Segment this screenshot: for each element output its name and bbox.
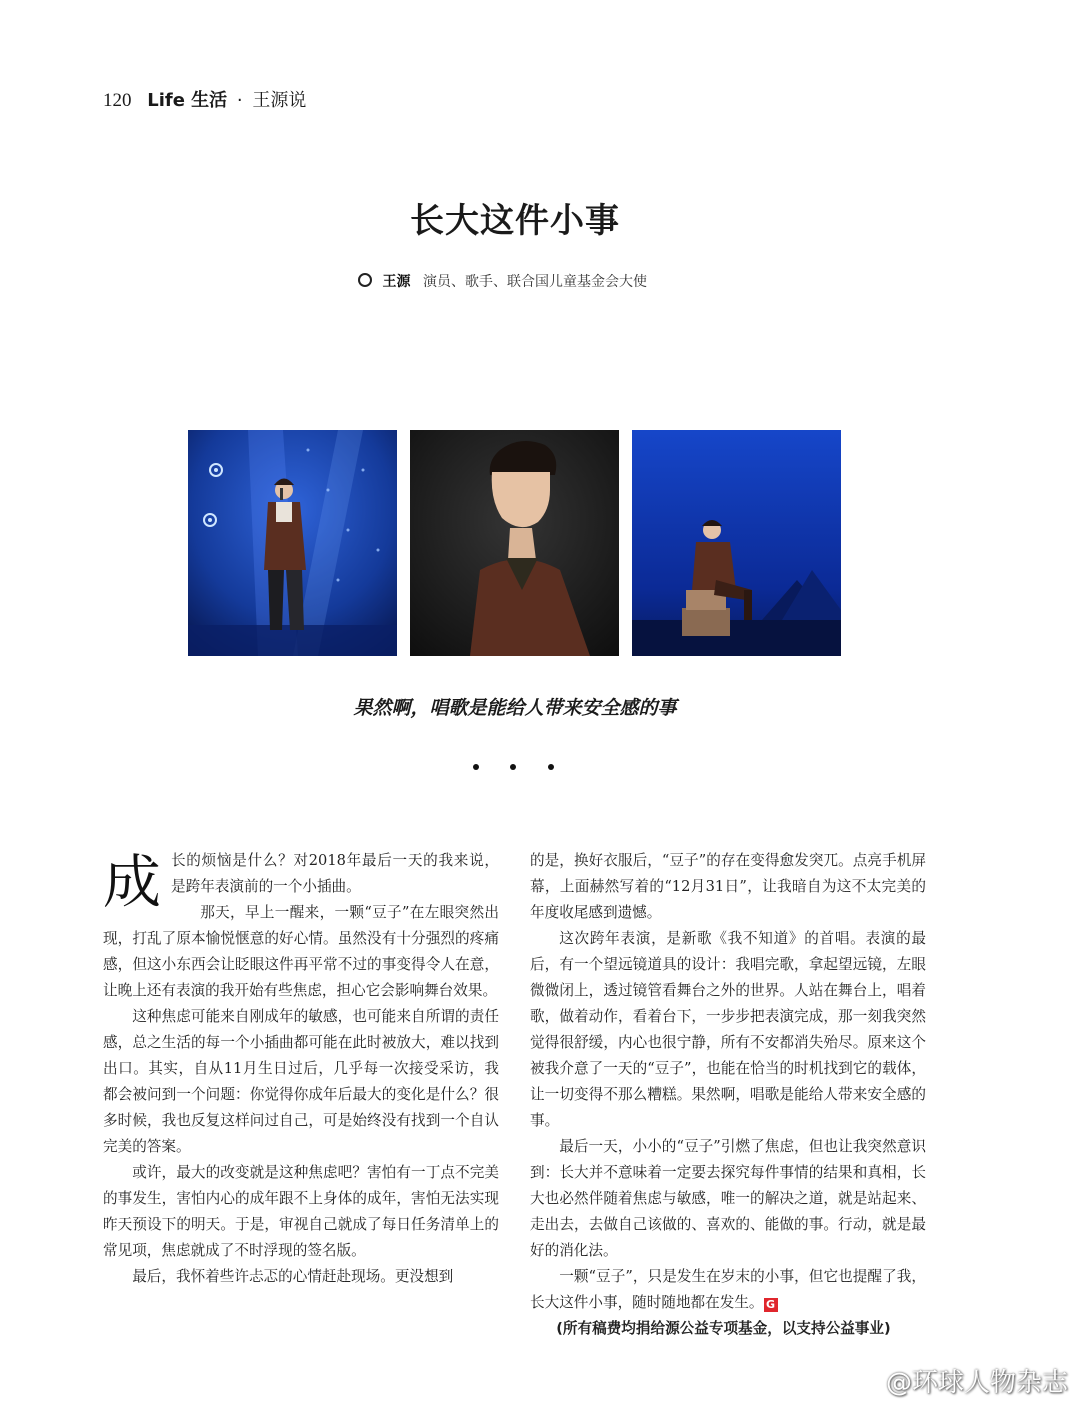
column-name: 王源说	[252, 90, 307, 111]
end-mark-icon: G	[764, 1298, 778, 1312]
paragraph-last	[530, 1264, 926, 1316]
section-name: Life 生活	[147, 90, 228, 111]
drop-cap: 成	[103, 848, 162, 916]
watermark-text: @环球人物杂志	[885, 1368, 1068, 1398]
photo-portrait-profile	[410, 430, 619, 656]
page-number: 120	[103, 90, 132, 111]
paragraph: 这种焦虑可能来自刚成年的敏感，也可能来自所谓的责任感，总之生活的每一个小插曲都可能在此时被放大，难以找到出口。其实，自从11月生日过后，几乎每一次接受采访，我都会被问到一个问题：你觉得你成年后最大的变化是什么？很多时候，我也反复这样问过自己，可是始终没有找到一个自认完美的答案。	[103, 1008, 499, 1155]
body-column-left	[103, 848, 499, 1290]
paragraph: 或许，最大的改变就是这种焦虑吧？害怕有一丁点不完美的事发生，害怕内心的成年跟不上身体的成年，害怕无法实现昨天预设下的明天。于是，审视自己就成了每日任务清单上的常见项，焦虑就成了不时浮现的签名版。	[103, 1164, 499, 1259]
donation-note: (所有稿费均捐给源公益专项基金，以支持公益事业)	[556, 1320, 891, 1337]
byline-circle-icon	[358, 273, 372, 287]
paragraph-text: 一颗“豆子”，只是发生在岁末的小事，但它也提醒了我，长大这件小事，随时随地都在发生。	[530, 1268, 926, 1311]
paragraph: 的是，换好衣服后，“豆子”的存在变得愈发突兀。点亮手机屏幕，上面赫然写着的“12月31日”，让我暗自为这不太完美的年度收尾感到遗憾。	[530, 852, 926, 921]
section-divider	[470, 760, 570, 774]
page-header	[103, 86, 306, 112]
photo-stage-performance	[188, 430, 397, 656]
header-separator: ·	[236, 90, 243, 111]
paragraph: 那天，早上一醒来，一颗“豆子”在左眼突然出现，打乱了原本愉悦惬意的好心情。虽然没有十分强烈的疼痛感，但这小东西会让眨眼这件再平常不过的事变得令人在意，让晚上还有表演的我开始有些焦虑，担心它会影响舞台效果。	[103, 904, 499, 999]
article-title: 长大这件小事	[410, 201, 620, 241]
paragraph: 长的烦恼是什么？对2018年最后一天的我来说，是跨年表演前的一个小插曲。	[171, 852, 499, 895]
paragraph: 最后一天，小小的“豆子”引燃了焦虑，但也让我突然意识到：长大并不意味着一定要去探究每件事情的结果和真相，长大也必然伴随着焦虑与敏感，唯一的解决之道，就是站起来、走出去，去做自己该做的、喜欢的、能做的事。行动，就是最好的消化法。	[530, 1138, 926, 1259]
byline-author: 王源	[382, 274, 411, 290]
watermark	[852, 1362, 1068, 1402]
weibo-logo-icon	[852, 1371, 882, 1402]
photo-seated-stage	[632, 430, 841, 656]
paragraph: 这次跨年表演，是新歌《我不知道》的首唱。表演的最后，有一个望远镜道具的设计：我唱完歌，拿起望远镜，左眼微微闭上，透过镜管看舞台之外的世界。人站在舞台上，唱着歌，做着动作，看着台下，一步步把表演完成，那一刻我突然觉得很舒缓，内心也很宁静，所有不安都消失殆尽。原来这个被我介意了一天的“豆子”，也能在恰当的时机找到它的载体，让一切变得不那么糟糕。果然啊，唱歌是能给人带来安全感的事。	[530, 930, 926, 1129]
byline	[0, 271, 1005, 291]
byline-roles: 演员、歌手、联合国儿童基金会大使	[422, 274, 647, 290]
paragraph: 最后，我怀着些许忐忑的心情赶赴现场。更没想到	[132, 1268, 454, 1285]
pull-quote: 果然啊，唱歌是能给人带来安全感的事	[353, 697, 677, 719]
body-column-right	[530, 848, 926, 1342]
